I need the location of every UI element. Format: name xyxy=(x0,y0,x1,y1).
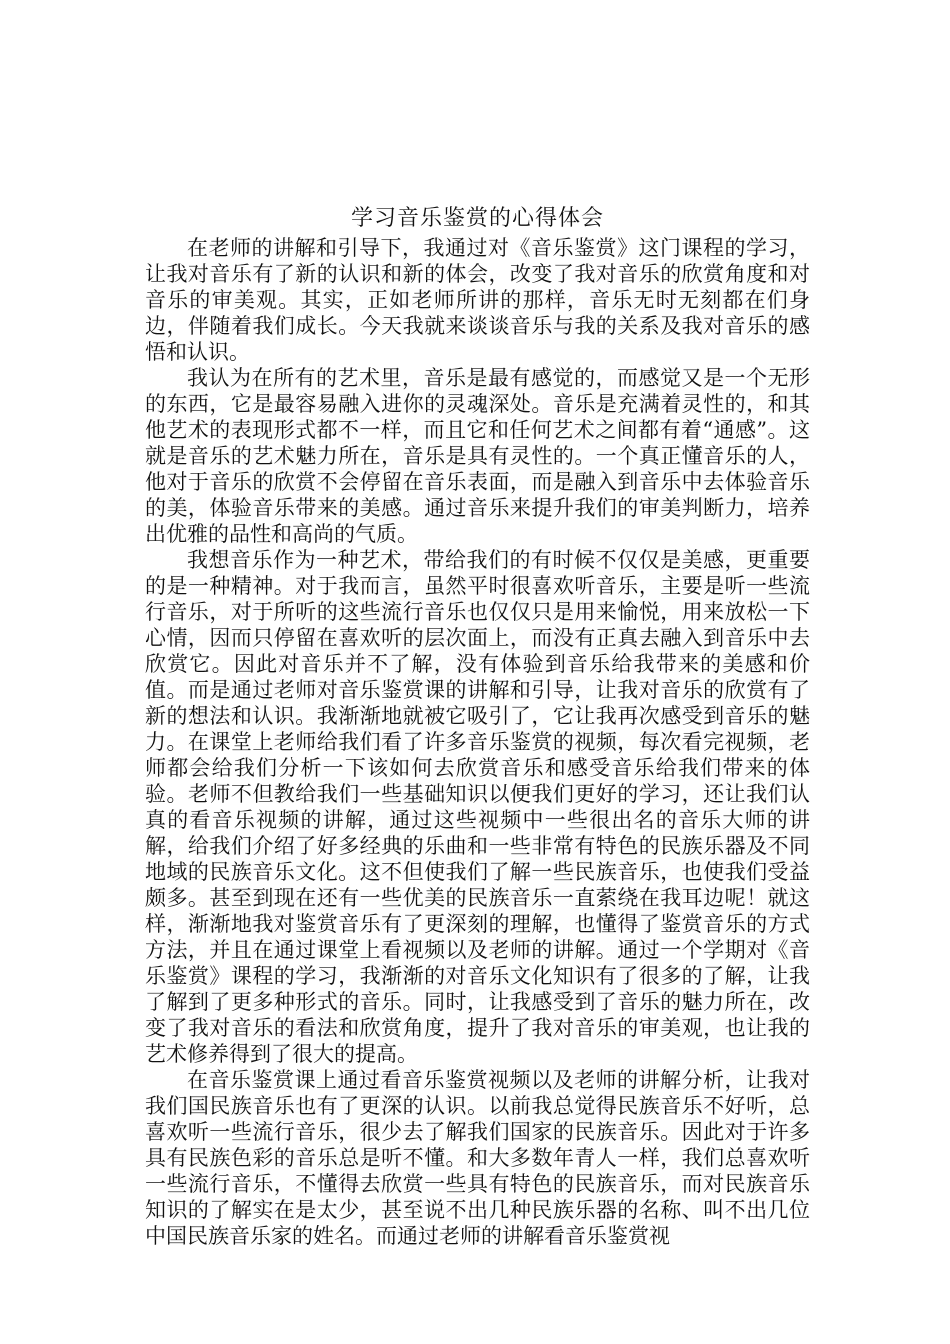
paragraph-4: 在音乐鉴赏课上通过看音乐鉴赏视频以及老师的讲解分析，让我对我们国民族音乐也有了更深的认识。以前我总觉得民族音乐不好听，总喜欢听一些流行音乐，很少去了解我们国家的民族音乐。因此对于许多具有民族色彩的音乐总是听不懂。和大多数年青人一样，我们总喜欢听一些流行音乐，不懂得去欣赏一些具有特色的民族音乐，而对民族音乐知识的了解实在是太少，甚至说不出几种民族乐器的名称、叫不出几位中国民族音乐家的姓名。而通过老师的讲解看音乐鉴赏视 xyxy=(145,1068,810,1248)
paragraph-2: 我认为在所有的艺术里，音乐是最有感觉的，而感觉又是一个无形的东西，它是最容易融入进你的灵魂深处。音乐是充满着灵性的，和其他艺术的表现形式都不一样，而且它和任何艺术之间都有着“通感”。这就是音乐的艺术魅力所在，音乐是具有灵性的。一个真正懂音乐的人，他对于音乐的欣赏不会停留在音乐表面，而是融入到音乐中去体验音乐的美，体验音乐带来的美感。通过音乐来提升我们的审美判断力，培养出优雅的品性和高尚的气质。 xyxy=(145,366,810,546)
paragraph-3: 我想音乐作为一种艺术，带给我们的有时候不仅仅是美感，更重要的是一种精神。对于我而言，虽然平时很喜欢听音乐，主要是听一些流行音乐，对于所听的这些流行音乐也仅仅只是用来愉悦，用来放松一下心情，因而只停留在喜欢听的层次面上，而没有正真去融入到音乐中去欣赏它。因此对音乐并不了解，没有体验到音乐给我带来的美感和价值。而是通过老师对音乐鉴赏课的讲解和引导，让我对音乐的欣赏有了新的想法和认识。我渐渐地就被它吸引了，它让我再次感受到音乐的魅力。在课堂上老师给我们看了许多音乐鉴赏的视频，每次看完视频，老师都会给我们分析一下该如何去欣赏音乐和感受音乐给我们带来的体验。老师不但教给我们一些基础知识以便我们更好的学习，还让我们认真的看音乐视频的讲解，通过这些视频中一些很出名的音乐大师的讲解，给我们介绍了好多经典的乐曲和一些非常有特色的民族乐器及不同地域的民族音乐文化。这不但使我们了解一些民族音乐，也使我们受益颇多。甚至到现在还有一些优美的民族音乐一直萦绕在我耳边呢！就这样，渐渐地我对鉴赏音乐有了更深刻的理解，也懂得了鉴赏音乐的方式方法，并且在通过课堂上看视频以及老师的讲解。通过一个学期对《音乐鉴赏》课程的学习，我渐渐的对音乐文化知识有了很多的了解，让我了解到了更多种形式的音乐。同时，让我感受到了音乐的魅力所在，改变了我对音乐的看法和欣赏角度，提升了我对音乐的审美观，也让我的艺术修养得到了很大的提高。 xyxy=(145,548,810,1066)
paragraph-1: 在老师的讲解和引导下，我通过对《音乐鉴赏》这门课程的学习，让我对音乐有了新的认识和新的体会，改变了我对音乐的欣赏角度和对音乐的审美观。其实，正如老师所讲的那样，音乐无时无刻都在们身边，伴随着我们成长。今天我就来谈谈音乐与我的关系及我对音乐的感悟和认识。 xyxy=(145,236,810,364)
document-title: 学习音乐鉴赏的心得体会 xyxy=(350,206,604,231)
document-body xyxy=(145,205,810,1249)
